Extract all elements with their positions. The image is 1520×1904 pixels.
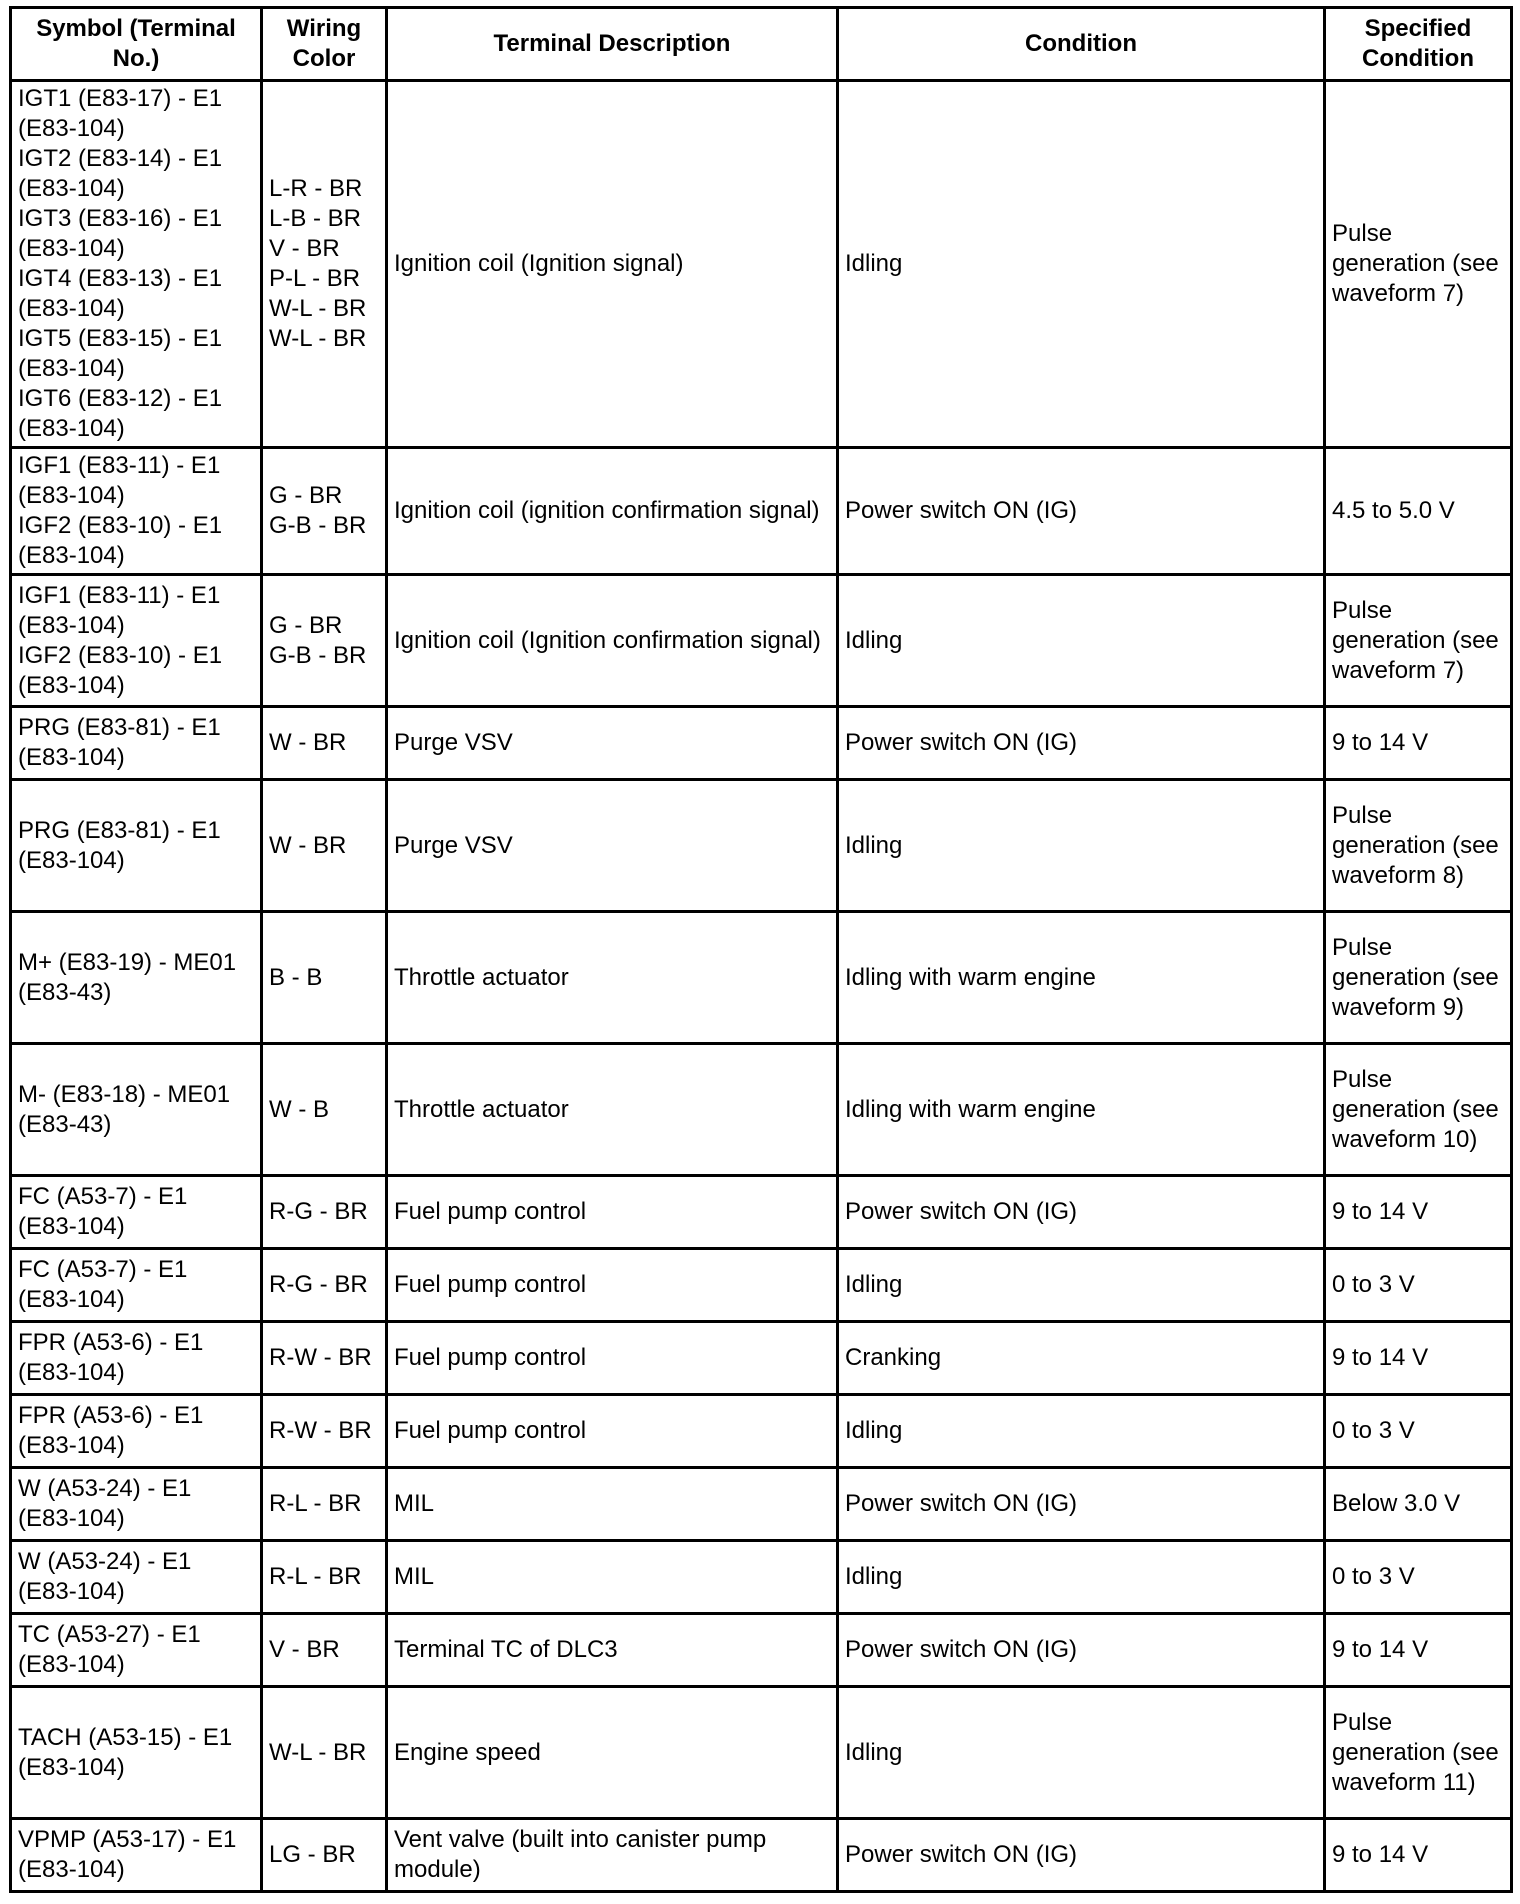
specified-condition-cell: Pulse generation (see waveform 8) [1325,780,1512,912]
header-wiring-color: Wiring Color [262,8,387,81]
symbol-cell: PRG (E83-81) - E1 (E83-104) [11,780,262,912]
wiring-color-cell: V - BR [262,1614,387,1687]
description-cell: Vent valve (built into canister pump module) [387,1819,838,1892]
symbol-cell: IGF1 (E83-11) - E1 (E83-104) IGF2 (E83-10) - E1 (E83-104) [11,448,262,575]
wiring-color-cell: LG - BR [262,1819,387,1892]
specified-condition-cell: Pulse generation (see waveform 7) [1325,575,1512,707]
symbol-cell: W (A53-24) - E1 (E83-104) [11,1541,262,1614]
table-row [11,1322,1512,1395]
specified-condition-cell: 0 to 3 V [1325,1395,1512,1468]
description-cell: Fuel pump control [387,1176,838,1249]
table-row [11,1468,1512,1541]
condition-cell: Power switch ON (IG) [838,448,1325,575]
header-terminal-description: Terminal Description [387,8,838,81]
wiring-color-cell: R-L - BR [262,1468,387,1541]
symbol-cell: TACH (A53-15) - E1 (E83-104) [11,1687,262,1819]
symbol-cell: FPR (A53-6) - E1 (E83-104) [11,1322,262,1395]
wiring-color-cell: W - B [262,1044,387,1176]
description-cell: MIL [387,1468,838,1541]
wiring-color-cell: L-R - BR L-B - BR V - BR P-L - BR W-L - BR W-L - BR [262,81,387,448]
condition-cell: Power switch ON (IG) [838,1468,1325,1541]
condition-cell: Cranking [838,1322,1325,1395]
description-cell: Purge VSV [387,780,838,912]
specified-condition-cell: Below 3.0 V [1325,1468,1512,1541]
header-condition: Condition [838,8,1325,81]
terminal-spec-table [9,6,1513,1893]
symbol-cell: FC (A53-7) - E1 (E83-104) [11,1176,262,1249]
description-cell: Fuel pump control [387,1249,838,1322]
symbol-cell: M- (E83-18) - ME01 (E83-43) [11,1044,262,1176]
symbol-cell: FPR (A53-6) - E1 (E83-104) [11,1395,262,1468]
table-row [11,1614,1512,1687]
symbol-cell: W (A53-24) - E1 (E83-104) [11,1468,262,1541]
condition-cell: Idling [838,780,1325,912]
symbol-cell: IGF1 (E83-11) - E1 (E83-104) IGF2 (E83-10) - E1 (E83-104) [11,575,262,707]
condition-cell: Idling with warm engine [838,912,1325,1044]
symbol-cell: M+ (E83-19) - ME01 (E83-43) [11,912,262,1044]
description-cell: Terminal TC of DLC3 [387,1614,838,1687]
specified-condition-cell: 9 to 14 V [1325,1819,1512,1892]
symbol-cell: PRG (E83-81) - E1 (E83-104) [11,707,262,780]
specified-condition-cell: 0 to 3 V [1325,1541,1512,1614]
wiring-color-cell: R-W - BR [262,1322,387,1395]
table-header [11,8,1512,81]
table-row [11,780,1512,912]
condition-cell: Idling with warm engine [838,1044,1325,1176]
wiring-color-cell: W - BR [262,780,387,912]
symbol-cell: FC (A53-7) - E1 (E83-104) [11,1249,262,1322]
condition-cell: Idling [838,81,1325,448]
table-row [11,912,1512,1044]
condition-cell: Power switch ON (IG) [838,707,1325,780]
specified-condition-cell: 0 to 3 V [1325,1249,1512,1322]
condition-cell: Idling [838,1541,1325,1614]
specified-condition-cell: 4.5 to 5.0 V [1325,448,1512,575]
description-cell: Throttle actuator [387,912,838,1044]
description-cell: Throttle actuator [387,1044,838,1176]
terminal-spec-sheet [9,6,1510,1893]
table-row [11,575,1512,707]
table-row [11,1687,1512,1819]
wiring-color-cell: W - BR [262,707,387,780]
table-row [11,1541,1512,1614]
description-cell: Ignition coil (ignition confirmation signal) [387,448,838,575]
table-row [11,81,1512,448]
table-body [11,81,1512,1892]
condition-cell: Idling [838,1687,1325,1819]
wiring-color-cell: W-L - BR [262,1687,387,1819]
condition-cell: Idling [838,1395,1325,1468]
table-row [11,1395,1512,1468]
specified-condition-cell: 9 to 14 V [1325,1322,1512,1395]
header-symbol: Symbol (Terminal No.) [11,8,262,81]
description-cell: MIL [387,1541,838,1614]
table-row [11,1044,1512,1176]
condition-cell: Power switch ON (IG) [838,1614,1325,1687]
specified-condition-cell: 9 to 14 V [1325,1614,1512,1687]
specified-condition-cell: 9 to 14 V [1325,1176,1512,1249]
wiring-color-cell: R-W - BR [262,1395,387,1468]
symbol-cell: IGT1 (E83-17) - E1 (E83-104) IGT2 (E83-14) - E1 (E83-104) IGT3 (E83-16) - E1 (E83-104) IGT4 (E83-13) - E1 (E83-104) IGT5 (E83-15) - E1 (E83-104) IGT6 (E83-12) - E1 (E83-104) [11,81,262,448]
condition-cell: Idling [838,1249,1325,1322]
wiring-color-cell: B - B [262,912,387,1044]
header-row [11,8,1512,81]
description-cell: Fuel pump control [387,1395,838,1468]
condition-cell: Power switch ON (IG) [838,1819,1325,1892]
wiring-color-cell: R-G - BR [262,1176,387,1249]
wiring-color-cell: R-G - BR [262,1249,387,1322]
table-row [11,448,1512,575]
description-cell: Ignition coil (Ignition signal) [387,81,838,448]
specified-condition-cell: Pulse generation (see waveform 9) [1325,912,1512,1044]
specified-condition-cell: 9 to 14 V [1325,707,1512,780]
wiring-color-cell: G - BR G-B - BR [262,575,387,707]
specified-condition-cell: Pulse generation (see waveform 10) [1325,1044,1512,1176]
header-specified-condition: Specified Condition [1325,8,1512,81]
specified-condition-cell: Pulse generation (see waveform 11) [1325,1687,1512,1819]
specified-condition-cell: Pulse generation (see waveform 7) [1325,81,1512,448]
description-cell: Engine speed [387,1687,838,1819]
table-row [11,707,1512,780]
description-cell: Fuel pump control [387,1322,838,1395]
wiring-color-cell: R-L - BR [262,1541,387,1614]
symbol-cell: TC (A53-27) - E1 (E83-104) [11,1614,262,1687]
table-row [11,1249,1512,1322]
condition-cell: Power switch ON (IG) [838,1176,1325,1249]
wiring-color-cell: G - BR G-B - BR [262,448,387,575]
table-row [11,1176,1512,1249]
table-row [11,1819,1512,1892]
description-cell: Ignition coil (Ignition confirmation signal) [387,575,838,707]
symbol-cell: VPMP (A53-17) - E1 (E83-104) [11,1819,262,1892]
condition-cell: Idling [838,575,1325,707]
description-cell: Purge VSV [387,707,838,780]
